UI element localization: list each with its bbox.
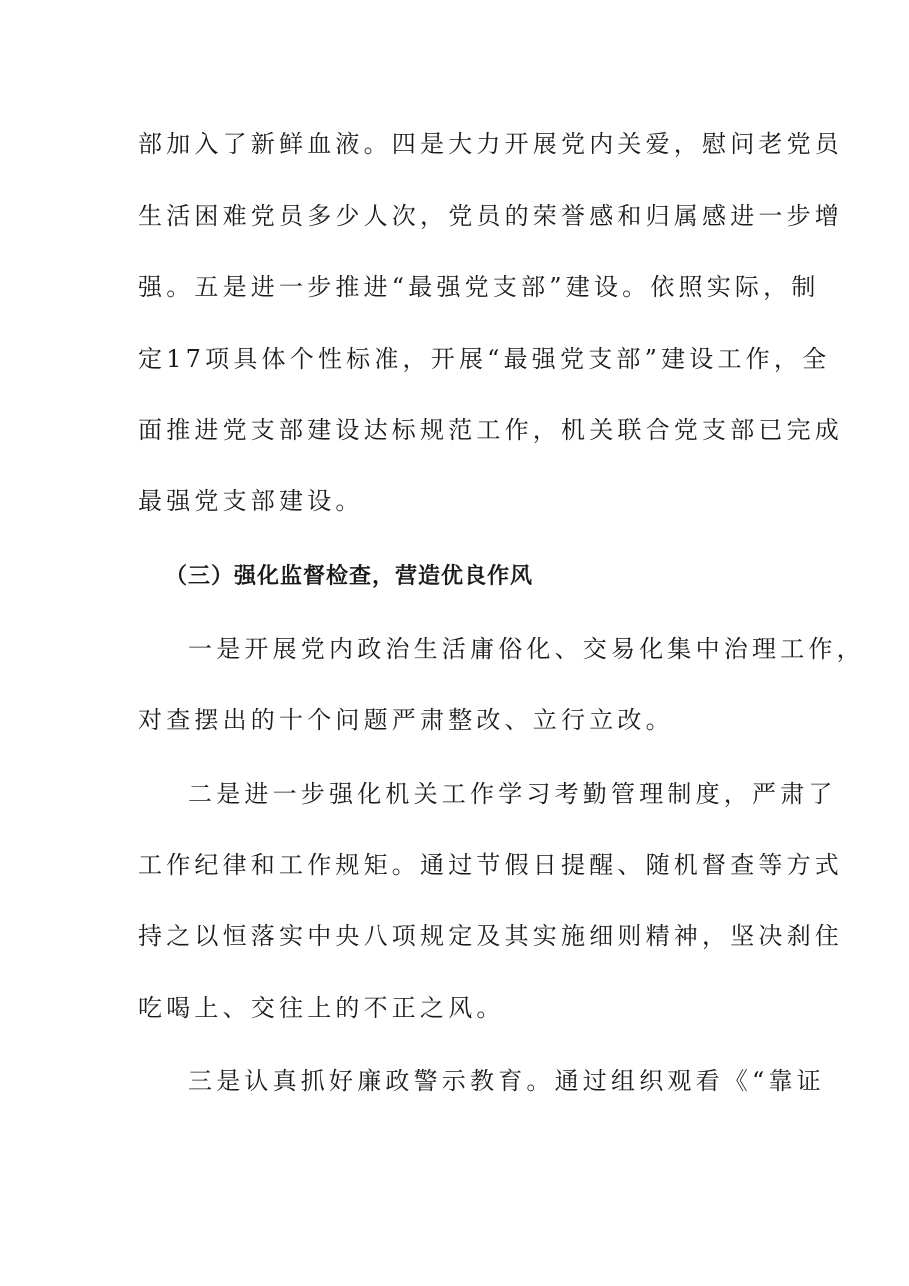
body-text-line: 强。五是进一步推进“最强党支部”建设。依照实际，制 (138, 273, 820, 301)
paragraph-line: 二是进一步强化机关工作学习考勤管理制度，严肃了 (188, 780, 837, 808)
paragraph-line: 工作纪律和工作规矩。通过节假日提醒、随机督查等方式 (138, 851, 843, 879)
paragraph-line: 持之以恒落实中央八项规定及其实施细则精神，坚决刹住 (138, 922, 843, 950)
section-heading: （三）强化监督检查，营造优良作风 (165, 564, 534, 589)
paragraph-line: 对查摆出的十个问题严肃整改、立行立改。 (138, 706, 674, 734)
paragraph-line: 一是开展党内政治生活庸俗化、交易化集中治理工作， (188, 635, 865, 663)
body-text-line: 部加入了新鲜血液。四是大力开展党内关爱，慰问老党员 (138, 130, 843, 158)
body-text-line: 面推进党支部建设达标规范工作，机关联合党支部已完成 (138, 416, 843, 444)
paragraph-line: 三是认真抓好廉政警示教育。通过组织观看《“靠证 (188, 1067, 825, 1095)
body-text-line: 定17项具体个性标准，开展“最强党支部”建设工作，全 (138, 345, 831, 373)
body-text-line: 最强党支部建设。 (138, 487, 364, 515)
paragraph-line: 吃喝上、交往上的不正之风。 (138, 994, 505, 1022)
body-text-line: 生活困难党员多少人次，党员的荣誉感和归属感进一步增 (138, 202, 843, 230)
